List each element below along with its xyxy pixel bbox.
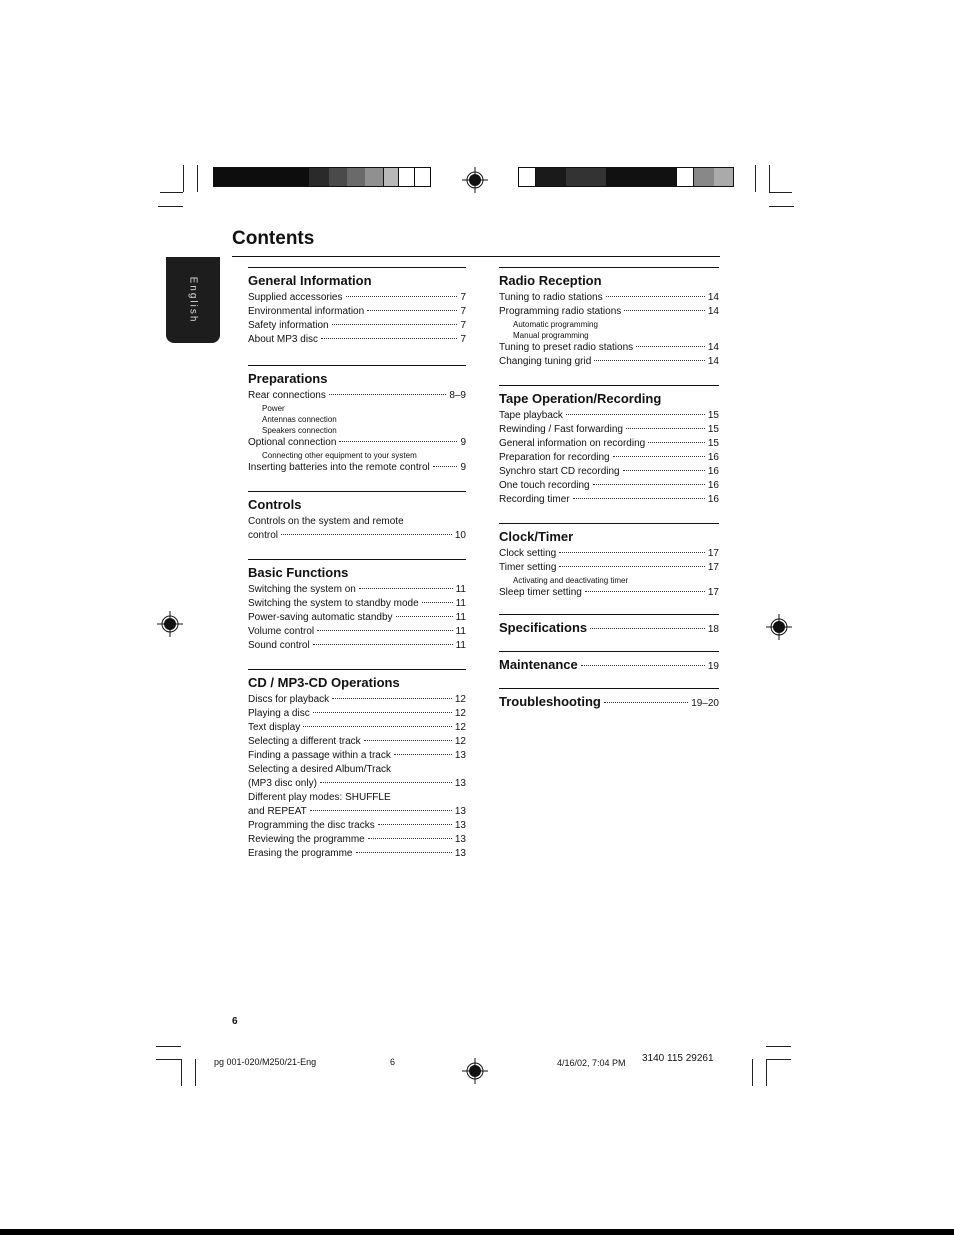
crop-mark: [197, 165, 198, 192]
toc-subentry: Speakers connection: [262, 426, 337, 435]
toc-entry-label: About MP3 disc: [248, 334, 319, 345]
toc-entry: [248, 721, 466, 735]
toc-section: [499, 267, 719, 369]
toc-entry-page: 12: [454, 722, 466, 733]
toc-entry: [248, 707, 466, 721]
toc-entry-page: 13: [454, 848, 466, 859]
toc-entry-label: Rewinding / Fast forwarding: [499, 424, 623, 435]
section-rule: [248, 669, 466, 670]
toc-entry-label: Playing a disc: [248, 708, 310, 719]
toc-entry-label: Programming the disc tracks: [248, 820, 375, 831]
crop-mark: [195, 1059, 196, 1086]
dot-leader: [624, 310, 705, 311]
toc-entry-label: Safety information: [248, 320, 329, 331]
toc-entry-label: Tuning to preset radio stations: [499, 342, 634, 353]
toc-entry-label: Different play modes: SHUFFLE: [248, 792, 391, 803]
toc-entry-label: Programming radio stations: [499, 306, 622, 317]
toc-entry-label: Clock setting: [499, 548, 557, 559]
toc-subentry: Activating and deactivating timer: [513, 576, 629, 585]
section-heading: Tape Operation/Recording: [499, 391, 662, 406]
dot-leader: [422, 602, 453, 603]
toc-entry: [499, 437, 719, 451]
toc-entry: [248, 436, 466, 450]
dot-leader: [303, 726, 452, 727]
toc-entry-label: Supplied accessories: [248, 292, 343, 303]
toc-entry: [248, 319, 466, 333]
section-heading: Clock/Timer: [499, 529, 574, 544]
toc-entry-page: 13: [454, 806, 466, 817]
dot-leader: [281, 534, 452, 535]
toc-entry: [248, 597, 466, 611]
toc-entry-page: 18: [707, 624, 719, 635]
dot-leader: [566, 414, 705, 415]
toc-entry-page: 19–20: [691, 698, 719, 709]
toc-subentry: Connecting other equipment to your system: [262, 451, 417, 460]
footer-code: 3140 115 29261: [642, 1053, 714, 1064]
toc-left-column: [248, 267, 466, 861]
section-heading: General Information: [248, 273, 372, 288]
toc-right-column: [499, 267, 719, 709]
dot-leader: [368, 838, 452, 839]
section-rule: [499, 267, 719, 268]
section-rule: [499, 523, 719, 524]
dot-leader: [346, 296, 458, 297]
toc-subentry: Power: [262, 404, 285, 413]
footer-page: 6: [390, 1057, 396, 1067]
toc-entry-page: 11: [455, 598, 466, 609]
dot-leader: [648, 442, 705, 443]
crop-mark: [156, 1046, 181, 1047]
toc-entry-page: 15: [707, 410, 719, 421]
toc-entry-page: 7: [460, 320, 466, 331]
registration-mark-icon: [157, 611, 183, 637]
section-rule: [499, 385, 719, 386]
toc-entry: [248, 833, 466, 847]
dot-leader: [559, 552, 705, 553]
toc-section: [248, 669, 466, 861]
toc-entry-page: 11: [455, 612, 466, 623]
dot-leader: [356, 852, 452, 853]
toc-entry-label: General information on recording: [499, 438, 646, 449]
toc-entry: [499, 561, 719, 575]
toc-entry: [248, 805, 466, 819]
toc-entry-page: 9: [460, 437, 466, 448]
crop-mark: [156, 1059, 181, 1060]
toc-entry: [248, 749, 466, 763]
crop-mark: [769, 206, 794, 207]
toc-entry-page: 13: [454, 820, 466, 831]
crop-mark: [769, 165, 770, 192]
toc-entry-label: One touch recording: [499, 480, 590, 491]
toc-subentry: Antennas connection: [262, 415, 337, 424]
language-label: English: [187, 276, 199, 324]
toc-entry-label: Rear connections: [248, 390, 326, 401]
toc-entry: [499, 291, 719, 305]
toc-section: [499, 385, 719, 507]
toc-entry: [499, 547, 719, 561]
toc-entry: [499, 465, 719, 479]
dot-leader: [313, 712, 452, 713]
crop-mark: [158, 206, 183, 207]
toc-entry-page: 14: [707, 356, 719, 367]
toc-entry: [248, 461, 466, 475]
toc-entry-page: 15: [707, 438, 719, 449]
toc-entry-page: 12: [454, 694, 466, 705]
section-rule: [499, 614, 719, 615]
section-rule: [499, 688, 719, 689]
toc-heading-entry: [499, 614, 719, 635]
toc-entry: [248, 333, 466, 347]
toc-entry: [248, 529, 466, 543]
toc-entry-label: Text display: [248, 722, 301, 733]
toc-entry: [248, 777, 466, 791]
toc-entry-label: Finding a passage within a track: [248, 750, 391, 761]
calibration-bar-right: [518, 167, 734, 187]
toc-entry: [248, 291, 466, 305]
toc-entry-label: Preparation for recording: [499, 452, 610, 463]
toc-entry-label: Switching the system to standby mode: [248, 598, 419, 609]
toc-entry: [248, 625, 466, 639]
section-rule: [248, 491, 466, 492]
crop-mark: [160, 192, 183, 193]
toc-entry-page: 13: [454, 834, 466, 845]
toc-entry-page: 16: [707, 480, 719, 491]
toc-entry-page: 16: [707, 452, 719, 463]
toc-entry-label: control: [248, 530, 279, 541]
dot-leader: [359, 588, 453, 589]
crop-mark: [755, 165, 756, 192]
toc-heading-row: [499, 694, 719, 709]
toc-entry-page: 14: [707, 342, 719, 353]
section-heading: Radio Reception: [499, 273, 602, 288]
toc-entry-page: 9: [460, 462, 466, 473]
toc-entry-label: Tape playback: [499, 410, 563, 421]
toc-entry-page: 10: [454, 530, 466, 541]
toc-entry-page: 11: [455, 626, 466, 637]
toc-heading-entry: [499, 688, 719, 709]
toc-entry-label: Synchro start CD recording: [499, 466, 620, 477]
toc-entry-page: 16: [707, 466, 719, 477]
toc-entry: [248, 763, 466, 777]
section-heading: Preparations: [248, 371, 328, 386]
toc-entry-page: 12: [454, 708, 466, 719]
toc-entry-label: Tuning to radio stations: [499, 292, 603, 303]
crop-mark: [769, 192, 792, 193]
toc-entry-label: Sound control: [248, 640, 310, 651]
dot-leader: [332, 324, 458, 325]
toc-entry-page: 7: [460, 292, 466, 303]
toc-entry: [248, 583, 466, 597]
footer-file: pg 001-020/M250/21-Eng: [214, 1057, 317, 1067]
page-title: Contents: [232, 228, 315, 249]
section-rule: [248, 365, 466, 366]
toc-section: [248, 267, 466, 347]
dot-leader: [585, 591, 705, 592]
dot-leader: [320, 782, 452, 783]
crop-mark: [183, 165, 184, 192]
toc-entry-page: 12: [454, 736, 466, 747]
toc-entry-label: Timer setting: [499, 562, 557, 573]
dot-leader: [364, 740, 452, 741]
toc-entry-page: 17: [707, 548, 719, 559]
registration-mark-icon: [766, 614, 792, 640]
dot-leader: [636, 346, 705, 347]
toc-section: [499, 523, 719, 600]
toc-entry: [248, 515, 466, 529]
toc-entry-label: (MP3 disc only): [248, 778, 317, 789]
toc-entry-page: 13: [454, 750, 466, 761]
toc-entry: [499, 493, 719, 507]
toc-entry-page: 11: [455, 640, 466, 651]
toc-entry: [499, 451, 719, 465]
registration-mark-icon: [462, 167, 488, 193]
crop-mark: [752, 1059, 753, 1086]
dot-leader: [378, 824, 452, 825]
toc-section: [248, 559, 466, 653]
dot-leader: [606, 296, 705, 297]
dot-leader: [613, 456, 705, 457]
toc-entry-page: 11: [455, 584, 466, 595]
section-heading: Specifications: [499, 620, 588, 635]
dot-leader: [332, 698, 452, 699]
section-heading: CD / MP3-CD Operations: [248, 675, 400, 690]
toc-entry-label: Changing tuning grid: [499, 356, 592, 367]
dot-leader: [367, 310, 457, 311]
dot-leader: [313, 644, 453, 645]
section-heading: Troubleshooting: [499, 694, 601, 709]
toc-entry-page: 14: [707, 292, 719, 303]
crop-mark: [766, 1059, 767, 1086]
dot-leader: [604, 702, 688, 703]
toc-subentry: Manual programming: [513, 331, 589, 340]
toc-entry-label: Optional connection: [248, 437, 337, 448]
toc-entry: [499, 409, 719, 423]
registration-mark-icon: [462, 1058, 488, 1084]
toc-entry: [248, 305, 466, 319]
section-heading: Maintenance: [499, 657, 578, 672]
dot-leader: [329, 394, 446, 395]
dot-leader: [394, 754, 452, 755]
crop-mark: [181, 1059, 182, 1086]
toc-heading-row: [499, 620, 719, 635]
toc-entry-label: Selecting a different track: [248, 736, 361, 747]
toc-section: [248, 491, 466, 543]
dot-leader: [317, 630, 452, 631]
toc-heading-row: [499, 657, 719, 672]
toc-entry-page: 7: [460, 306, 466, 317]
crop-mark: [766, 1059, 791, 1060]
toc-entry-page: 13: [454, 778, 466, 789]
dot-leader: [396, 616, 453, 617]
section-rule: [248, 559, 466, 560]
toc-entry: [248, 819, 466, 833]
page-number: 6: [232, 1016, 238, 1027]
toc-section: [248, 365, 466, 475]
toc-entry-label: Volume control: [248, 626, 315, 637]
toc-entry-label: Reviewing the programme: [248, 834, 365, 845]
language-tab: [166, 257, 220, 343]
toc-entry-label: Erasing the programme: [248, 848, 353, 859]
calibration-bar-left: [213, 167, 431, 187]
toc-entry: [248, 639, 466, 653]
toc-entry: [248, 791, 466, 805]
toc-entry-label: Controls on the system and remote: [248, 516, 404, 527]
dot-leader: [623, 470, 705, 471]
dot-leader: [593, 484, 705, 485]
section-heading: Controls: [248, 497, 302, 512]
toc-entry-label: Sleep timer setting: [499, 587, 582, 598]
toc-entry-page: 7: [460, 334, 466, 345]
section-rule: [248, 267, 466, 268]
toc-entry-page: 14: [707, 306, 719, 317]
toc-entry-label: and REPEAT: [248, 806, 307, 817]
toc-entry: [499, 479, 719, 493]
toc-subentry: Automatic programming: [513, 320, 598, 329]
toc-entry: [248, 847, 466, 861]
toc-entry-label: Switching the system on: [248, 584, 356, 595]
toc-entry-label: Selecting a desired Album/Track: [248, 764, 392, 775]
dot-leader: [559, 566, 704, 567]
dot-leader: [310, 810, 452, 811]
toc-entry-page: 15: [707, 424, 719, 435]
toc-entry: [248, 389, 466, 403]
toc-entry: [499, 355, 719, 369]
title-rule: [232, 256, 720, 257]
footer-datetime: 4/16/02, 7:04 PM: [557, 1058, 626, 1068]
toc-entry-page: 19: [707, 661, 719, 672]
toc-heading-entry: [499, 651, 719, 672]
toc-entry: [499, 305, 719, 319]
dot-leader: [321, 338, 457, 339]
toc-entry-page: 16: [707, 494, 719, 505]
dot-leader: [581, 665, 705, 666]
section-rule: [499, 651, 719, 652]
dot-leader: [433, 466, 458, 467]
toc-entry: [499, 586, 719, 600]
toc-entry-page: 17: [707, 562, 719, 573]
toc-entry: [248, 611, 466, 625]
toc-entry-page: 17: [707, 587, 719, 598]
toc-entry: [499, 423, 719, 437]
scan-edge: [0, 1229, 954, 1235]
dot-leader: [590, 628, 705, 629]
toc-entry: [499, 341, 719, 355]
toc-entry-label: Discs for playback: [248, 694, 330, 705]
toc-entry: [248, 735, 466, 749]
dot-leader: [573, 498, 705, 499]
toc-entry: [248, 693, 466, 707]
section-heading: Basic Functions: [248, 565, 349, 580]
toc-entry-label: Power-saving automatic standby: [248, 612, 393, 623]
dot-leader: [626, 428, 705, 429]
toc-entry-label: Recording timer: [499, 494, 570, 505]
toc-entry-label: Environmental information: [248, 306, 365, 317]
toc-entry-label: Inserting batteries into the remote control: [248, 462, 430, 473]
dot-leader: [594, 360, 705, 361]
crop-mark: [766, 1046, 791, 1047]
toc-entry-page: 8–9: [449, 390, 466, 401]
dot-leader: [339, 441, 457, 442]
